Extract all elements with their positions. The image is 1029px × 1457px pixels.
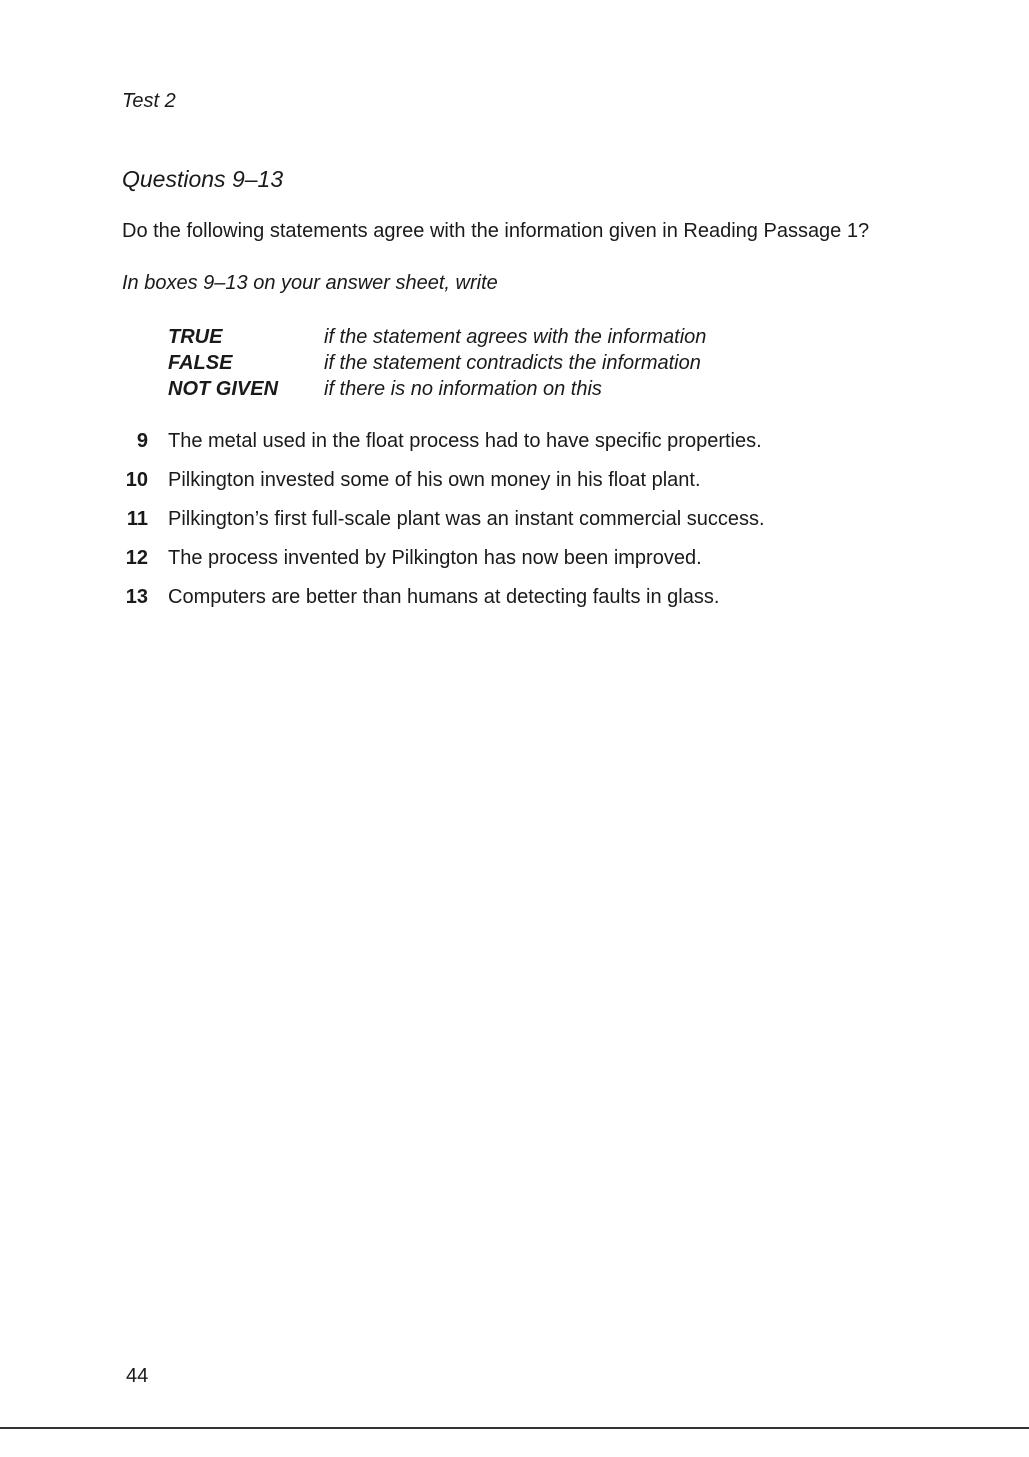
page-number: 44 [126,1365,149,1387]
answer-sheet-instruction: In boxes 9–13 on your answer sheet, write [122,272,498,294]
question-number: 10 [125,469,148,491]
section-title: Questions 9–13 [122,166,284,192]
question-item [110,584,765,623]
question-item [110,467,765,506]
question-item [110,428,765,467]
question-number: 11 [126,508,148,530]
question-item [110,506,765,545]
question-number: 13 [125,586,148,608]
key-description: if the statement agrees with the information [324,326,707,348]
key-term: FALSE [168,352,233,374]
key-row-false [168,350,706,376]
key-row-true [168,324,706,350]
key-description: if there is no information on this [324,378,602,400]
question-text: The process invented by Pilkington has now been improved. [168,547,702,569]
question-number: 9 [136,430,148,452]
key-row-not-given [168,376,706,402]
question-text: The metal used in the float process had to have specific properties. [168,430,762,452]
bottom-rule [0,1427,1029,1429]
key-term: TRUE [168,326,223,348]
key-description: if the statement contradicts the information [324,352,701,374]
running-head: Test 2 [122,90,176,112]
question-text: Computers are better than humans at detecting faults in glass. [168,586,720,608]
instruction-text: Do the following statements agree with the information given in Reading Passage 1? [122,220,870,242]
question-text: Pilkington invested some of his own money in his float plant. [168,469,701,491]
answer-key-table [168,324,706,402]
question-text: Pilkington’s first full-scale plant was an instant commercial success. [168,508,765,530]
key-term: NOT GIVEN [168,378,279,400]
question-number: 12 [125,547,148,569]
question-list [110,428,765,623]
question-item [110,545,765,584]
